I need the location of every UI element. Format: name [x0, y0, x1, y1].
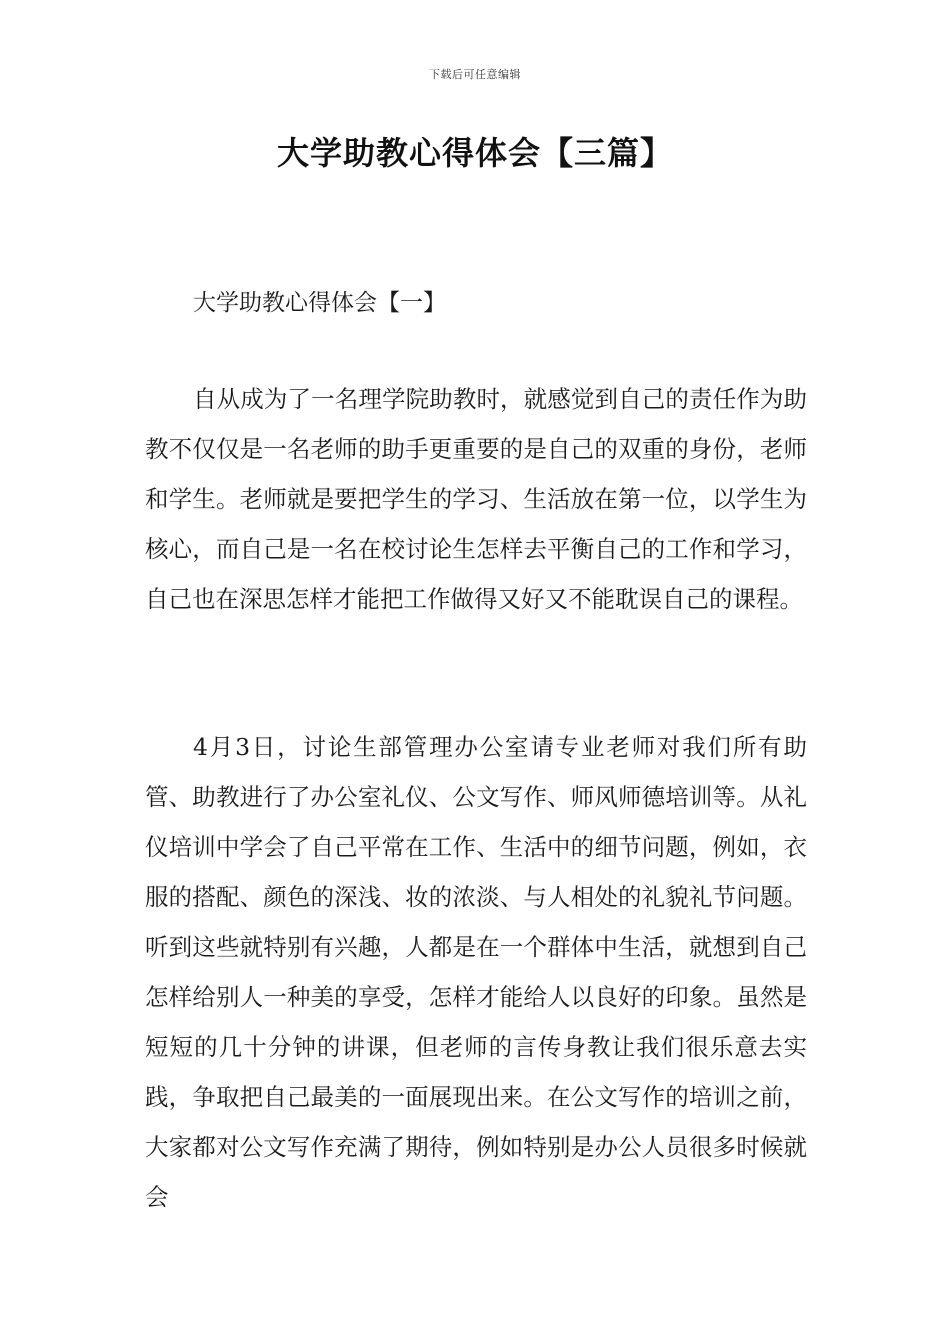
section-title: 大学助教心得体会【一】: [193, 290, 446, 316]
header-note: 下载后可任意编辑: [429, 68, 521, 81]
paragraph-1: 自从成为了一名理学院助教时，就感觉到自己的责任作为助教不仅仅是一名老师的助手更重要的是自己的双重的身份，老师和学生。老师就是要把学生的学习、生活放在第一位，以学生为核心，而自己是一名在校讨论生怎样去平衡自己的工作和学习，自己也在深思怎样才能把工作做得又好又不能耽误自己的课程。: [145, 385, 807, 613]
paragraph-2: 4月3日，讨论生部管理办公室请专业老师对我们所有助管、助教进行了办公室礼仪、公文写作、师风师德培训等。从礼仪培训中学会了自己平常在工作、生活中的细节问题，例如，衣服的搭配、颜色的深浅、妆的浓淡、与人相处的礼貌礼节问题。听到这些就特别有兴趣，人都是在一个群体中生活，就想到自己怎样给别人一种美的享受，怎样才能给人以良好的印象。虽然是短短的几十分钟的讲课，但老师的言传身教让我们很乐意去实践，争取把自己最美的一面展现出来。在公文写作的培训之前，大家都对公文写作充满了期待，例如特别是办公人员很多时候就会: [145, 733, 807, 1211]
document-title: 大学助教心得体会【三篇】: [276, 134, 673, 172]
